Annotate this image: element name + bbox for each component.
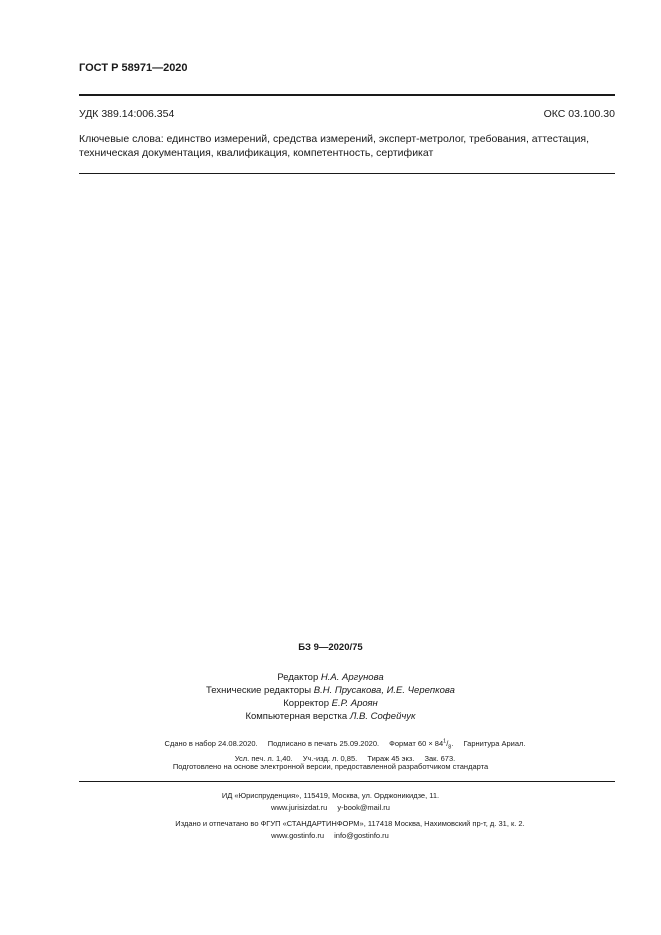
oks-code: ОКС 03.100.30 [543, 108, 615, 120]
udk-code: УДК 389.14:006.354 [79, 108, 175, 120]
publisher-address: ИД «Юриспруденция», 115419, Москва, ул. Орджоникидзе, 11. [221, 791, 440, 800]
tech-editors-line [0, 684, 661, 697]
printer-email-link[interactable]: info@gostinfo.ru [334, 831, 389, 840]
editor-role: Редактор [277, 672, 319, 683]
layout-role: Компьютерная верстка [245, 711, 348, 722]
editor-name: Н.А. Аргунова [320, 672, 384, 683]
publisher-site-link[interactable]: www.jurisizdat.ru [271, 803, 328, 812]
print-run: Тираж 45 экз. [367, 754, 415, 763]
editor-line [0, 671, 661, 684]
format-sup: 1 [443, 738, 447, 744]
print-details-line-1 [0, 735, 661, 753]
order-number: Зак. 673. [424, 754, 456, 763]
format-sub: 8 [448, 744, 452, 750]
keywords-line-2: техническая документация, квалификация, компетентность, сертификат [79, 147, 434, 159]
printer-address: Издано и отпечатано во ФГУП «СТАНДАРТИНФОРМ», 117418 Москва, Нахимовский пр-т, д. 31, к. 2. [175, 819, 525, 828]
prepared-note: Подготовлено на основе электронной версии, предоставленной разработчиком стандарта [172, 762, 489, 771]
corrector-name: Е.Р. Ароян [331, 698, 378, 709]
format-post: . [451, 738, 454, 748]
corrector-role: Корректор [283, 698, 329, 709]
printer-site-link[interactable]: www.gostinfo.ru [271, 831, 325, 840]
keywords-divider [79, 173, 615, 174]
print-sheets: Усл. печ. л. 1,40. [234, 754, 293, 763]
tech-editors-role: Технические редакторы [206, 685, 312, 696]
submitted-date: Сдано в набор 24.08.2020. [164, 738, 258, 748]
footer-divider [79, 781, 615, 782]
printer-block [0, 818, 661, 842]
bz-number: БЗ 9—2020/75 [298, 642, 363, 653]
format-text: Формат 60 × 84 [389, 738, 444, 748]
publisher-block [0, 790, 661, 814]
printer-contacts [0, 830, 661, 842]
publisher-contacts [0, 802, 661, 814]
paper-format: Формат $60 \times 84^1/_8$. [389, 738, 454, 750]
layout-line [0, 710, 661, 723]
corrector-line [0, 697, 661, 710]
signed-date: Подписано в печать 25.09.2020. [267, 738, 380, 748]
publisher-email-link[interactable]: y-book@mail.ru [337, 803, 390, 812]
keywords-block [79, 132, 619, 160]
tech-editors-names: В.Н. Прусакова, И.Е. Черепкова [313, 685, 455, 696]
print-details [0, 735, 661, 765]
standard-code: ГОСТ Р 58971—2020 [79, 62, 188, 74]
staff-credits [0, 671, 661, 723]
typeface: Гарнитура Ариал. [463, 738, 526, 748]
layout-name: Л.В. Софейчук [349, 711, 416, 722]
top-divider [79, 94, 615, 96]
pub-sheets: Уч.-изд. л. 0,85. [302, 754, 358, 763]
keywords-line-1: Ключевые слова: единство измерений, средства измерений, эксперт-метролог, требования, аттестация, [79, 133, 589, 145]
